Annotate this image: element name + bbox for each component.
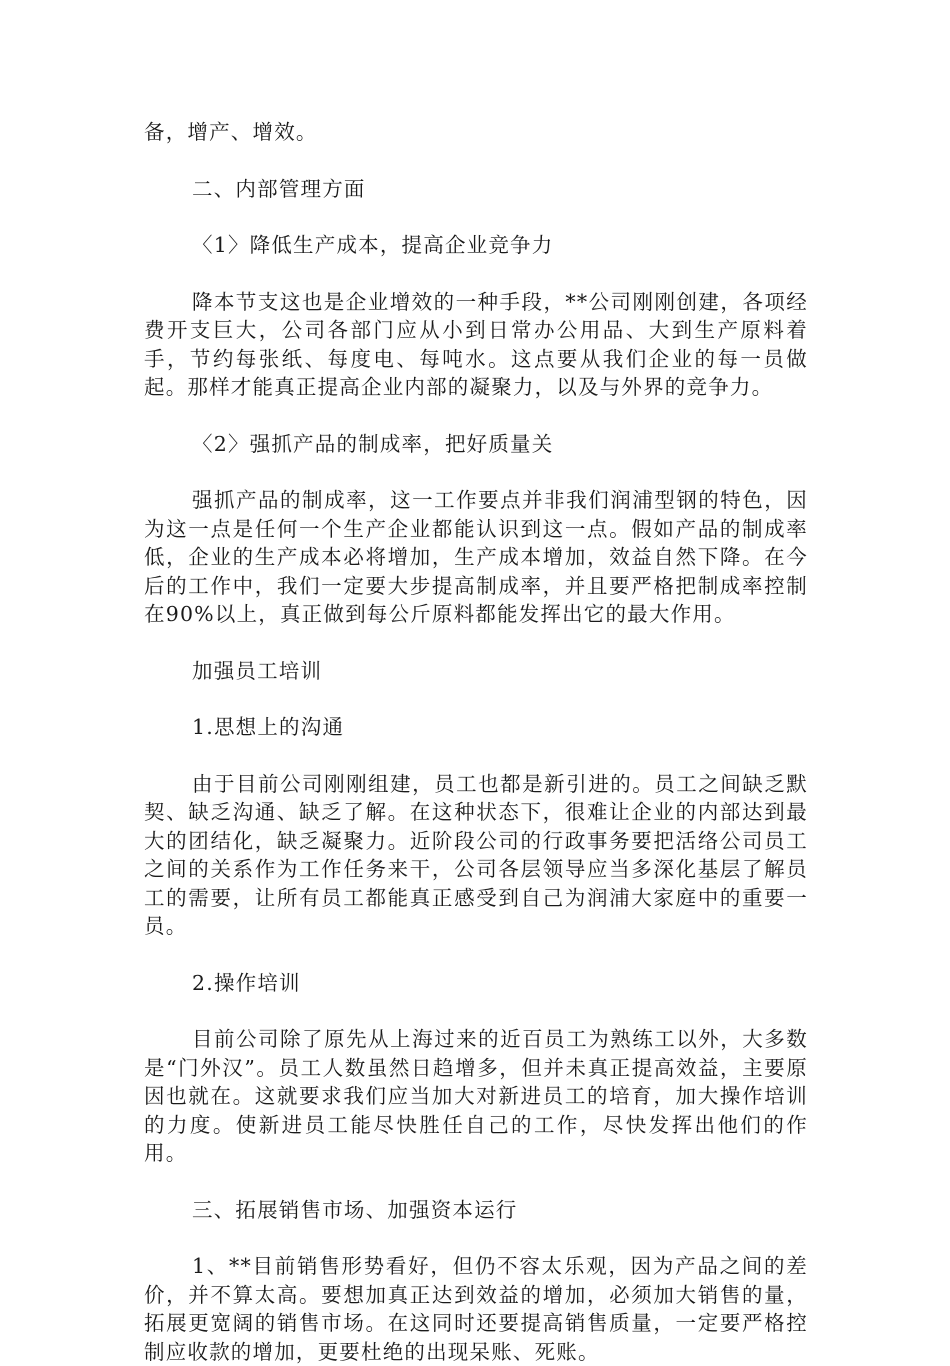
paragraph-sales-market: 1、**目前销售形势看好，但仍不容太乐观，因为产品之间的差价，并不算太高。要想加真正达到效益的增加，必须加大销售的量，拓展更宽阔的销售市场。在这同时还要提高销售质量，一定要严格控制应收款的增加，更要杜绝的出现呆账、死账。 — [144, 1254, 808, 1364]
paragraph-reduce-cost: 降本节支这也是企业增效的一种手段，**公司刚刚创建，各项经费开支巨大，公司各部门应从小到日常办公用品、大到生产原料着手，节约每张纸、每度电、每吨水。这点要从我们企业的每一员做起。那样才能真正提高企业内部的凝聚力，以及与外界的竞争力。 — [144, 289, 808, 399]
subheading-reduce-cost: 〈1〉降低生产成本，提高企业竞争力 — [192, 233, 554, 257]
section-heading-sales-market: 三、拓展销售市场、加强资本运行 — [192, 1197, 518, 1222]
paragraph-operation-training: 目前公司除了原先从上海过来的近百员工为熟练工以外，大多数是“门外汉”。员工人数虽然日趋增多，但并未真正提高效益，主要原因也就在。这就要求我们应当加大对新进员工的培育，加大操作培训的力度。使新进员工能尽快胜任自己的工作，尽快发挥出他们的作用。 — [144, 1027, 808, 1165]
subheading-operation-training: 2.操作培训 — [192, 970, 301, 995]
paragraph-yield-rate: 强抓产品的制成率，这一工作要点并非我们润浦型钢的特色，因为这一点是任何一个生产企业都能认识到这一点。假如产品的制成率低，企业的生产成本必将增加，生产成本增加，效益自然下降。在今后的工作中，我们一定要大步提高制成率，并且要严格把制成率控制在90%以上，真正做到每公斤原料都能发挥出它的最大作用。 — [144, 488, 808, 626]
subheading-communication: 1.思想上的沟通 — [192, 715, 345, 739]
section-heading-internal-management: 二、内部管理方面 — [192, 176, 366, 201]
document-body — [144, 118, 808, 1366]
paragraph-communication: 由于目前公司刚刚组建，员工也都是新引进的。员工之间缺乏默契、缺乏沟通、缺乏了解。在这种状态下，很难让企业的内部达到最大的团结化，缺乏凝聚力。近阶段公司的行政事务要把活络公司员工之间的关系作为工作任务来干，公司各层领导应当多深化基层了解员工的需要，让所有员工都能真正感受到自己为润浦大家庭中的重要一员。 — [144, 771, 808, 938]
subheading-yield-rate: 〈2〉强抓产品的制成率，把好质量关 — [192, 431, 554, 456]
section-heading-staff-training: 加强员工培训 — [192, 658, 323, 683]
paragraph-continuation: 备，增产、增效。 — [144, 120, 318, 144]
